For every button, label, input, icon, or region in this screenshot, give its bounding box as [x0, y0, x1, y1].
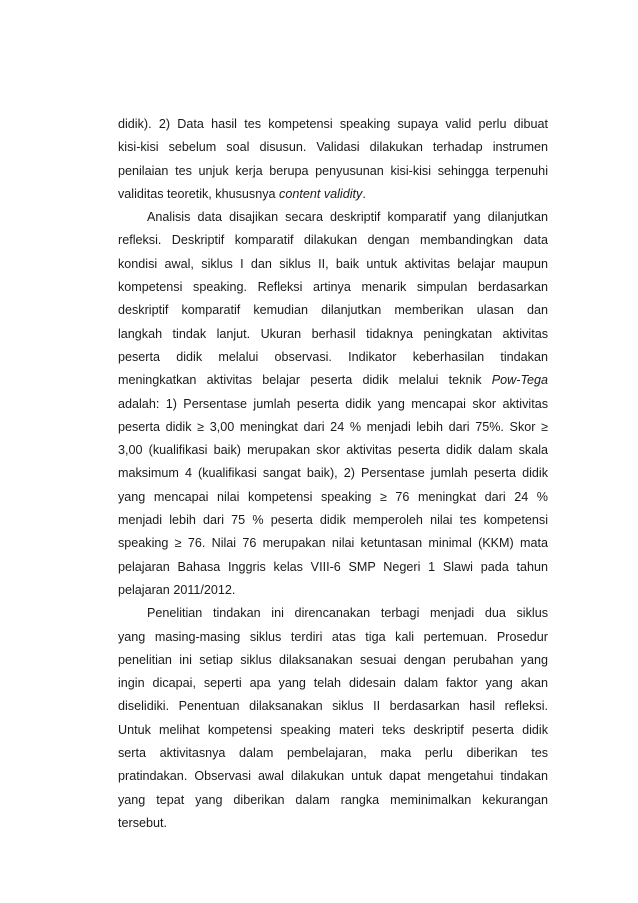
text-line: maksimum 4 (kualifikasi sangat baik), 2) Persentase jumlah peserta didik — [118, 466, 548, 481]
text-line: menjadi lebih dari 75 % peserta didik memperoleh nilai tes kompetensi — [118, 513, 548, 528]
text-line: ingin dicapai, seperti apa yang telah didesain dalam faktor yang akan — [118, 676, 548, 691]
paragraph-1 — [118, 113, 548, 206]
text-line: peserta didik melalui observasi. Indikator keberhasilan tindakan — [118, 349, 548, 364]
text-line: kondisi awal, siklus I dan siklus II, baik untuk aktivitas belajar maupun — [118, 256, 548, 271]
text-line: deskriptif komparatif kemudian dilanjutkan memberikan ulasan dan — [118, 303, 548, 318]
text-line: peserta didik ≥ 3,00 meningkat dari 24 % menjadi lebih dari 75%. Skor ≥ — [118, 419, 548, 434]
text-line: diselidiki. Penentuan dilaksanakan siklus II berdasarkan hasil refleksi. — [118, 699, 548, 714]
text-line: speaking ≥ 76. Nilai 76 merupakan nilai ketuntasan minimal (KKM) mata — [118, 536, 548, 551]
text-line: yang tepat yang diberikan dalam rangka meminimalkan kekurangan — [118, 792, 548, 807]
text-line: tersebut. — [118, 815, 168, 830]
text-line — [118, 183, 548, 206]
text-line: Untuk melihat kompetensi speaking materi teks deskriptif peserta didik — [118, 722, 548, 737]
text-fragment: meningkatkan aktivitas belajar peserta didik melalui teknik — [118, 373, 492, 388]
emphasis-term: content validity — [279, 186, 363, 201]
text-fragment: . — [362, 186, 366, 201]
text-line: yang masing-masing siklus terdiri atas tiga kali pertemuan. Prosedur — [118, 629, 548, 644]
text-line: langkah tindak lanjut. Ukuran berhasil tidaknya peningkatan aktivitas — [118, 326, 548, 341]
emphasis-term: Pow-Tega — [491, 373, 548, 388]
text-line: adalah: 1) Persentase jumlah peserta didik yang mencapai skor aktivitas — [118, 396, 548, 411]
paragraph-3 — [118, 602, 548, 835]
text-line: 3,00 (kualifikasi baik) merupakan skor aktivitas peserta didik dalam skala — [118, 443, 548, 458]
text-line: Penelitian tindakan ini direncanakan terbagi menjadi dua siklus — [147, 606, 548, 621]
paragraph-2 — [118, 206, 548, 602]
text-line: Analisis data disajikan secara deskriptif komparatif yang dilanjutkan — [147, 210, 548, 225]
text-line: refleksi. Deskriptif komparatif dilakukan dengan membandingkan data — [118, 233, 548, 248]
body-text — [118, 113, 548, 835]
text-line: kisi-kisi sebelum soal disusun. Validasi dilakukan terhadap instrumen — [118, 140, 548, 155]
text-line: penelitian ini setiap siklus dilaksanakan sesuai dengan perubahan yang — [118, 652, 548, 667]
text-line: pratindakan. Observasi awal dilakukan untuk dapat mengetahui tindakan — [118, 769, 548, 784]
text-line: yang mencapai nilai kompetensi speaking ≥ 76 meningkat dari 24 % — [118, 489, 548, 504]
text-line: penilaian tes unjuk kerja berupa penyusunan kisi-kisi sehingga terpenuhi — [118, 163, 548, 178]
text-line: didik). 2) Data hasil tes kompetensi speaking supaya valid perlu dibuat — [118, 117, 548, 131]
text-line: pelajaran Bahasa Inggris kelas VIII-6 SMP Negeri 1 Slawi pada tahun — [118, 559, 548, 574]
text-fragment: validitas teoretik, khususnya — [118, 186, 280, 201]
text-line — [118, 369, 548, 392]
text-line: serta aktivitasnya dalam pembelajaran, maka perlu diberikan tes — [118, 746, 548, 761]
text-line: pelajaran 2011/2012. — [118, 582, 236, 597]
text-line: kompetensi speaking. Refleksi artinya menarik simpulan berdasarkan — [118, 280, 548, 295]
